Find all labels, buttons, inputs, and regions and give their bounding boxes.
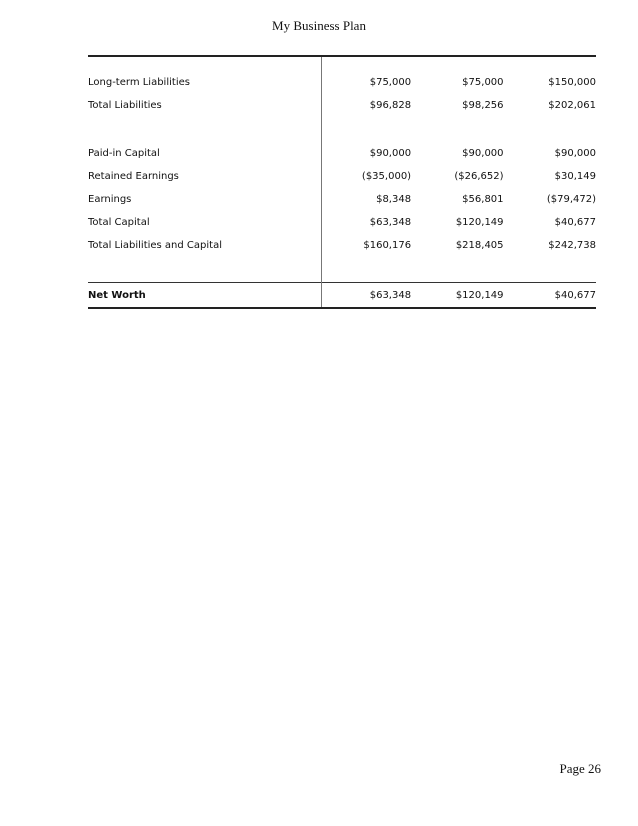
table-row (88, 211, 596, 234)
row-value: $63,348 (321, 283, 411, 309)
row-value: $30,149 (554, 171, 596, 182)
row-label: Earnings (88, 194, 132, 205)
row-value: $90,000 (554, 148, 596, 159)
table-row (88, 188, 596, 211)
row-value: $218,405 (455, 240, 504, 251)
balance-table (88, 57, 596, 309)
row-label: Long-term Liabilities (88, 77, 190, 88)
table-row (88, 71, 596, 94)
table-spacer-row (88, 117, 596, 142)
page-number: Page 26 (559, 761, 601, 776)
row-value: $63,348 (321, 211, 411, 234)
row-value: $120,149 (411, 283, 503, 309)
row-label: Total Liabilities and Capital (88, 240, 222, 251)
row-value: $75,000 (321, 71, 411, 94)
table-row (88, 142, 596, 165)
row-value: $242,738 (548, 240, 596, 251)
row-value: $75,000 (462, 77, 504, 88)
row-value: ($79,472) (546, 194, 596, 205)
row-value: $40,677 (504, 283, 596, 309)
row-value: $90,000 (462, 148, 504, 159)
table-spacer-row (88, 257, 596, 283)
row-value: $160,176 (321, 234, 411, 257)
row-value: $90,000 (321, 142, 411, 165)
net-worth-row (88, 283, 596, 309)
table-row (88, 234, 596, 257)
row-value: $40,677 (554, 217, 596, 228)
table-row (88, 94, 596, 117)
row-value: $150,000 (548, 77, 596, 88)
row-label: Paid-in Capital (88, 148, 160, 159)
row-value: $120,149 (455, 217, 504, 228)
row-value: $96,828 (321, 94, 411, 117)
row-label: Retained Earnings (88, 171, 179, 182)
table-row (88, 165, 596, 188)
row-value: $202,061 (548, 100, 596, 111)
row-label: Total Capital (88, 217, 150, 228)
row-value: ($26,652) (454, 171, 504, 182)
row-value: $98,256 (462, 100, 504, 111)
row-value: $56,801 (462, 194, 504, 205)
balance-sheet-table (88, 55, 596, 309)
row-value: ($35,000) (321, 165, 411, 188)
net-worth-label: Net Worth (88, 283, 321, 309)
row-label: Total Liabilities (88, 100, 162, 111)
row-value: $8,348 (321, 188, 411, 211)
page-header-title: My Business Plan (272, 18, 366, 33)
